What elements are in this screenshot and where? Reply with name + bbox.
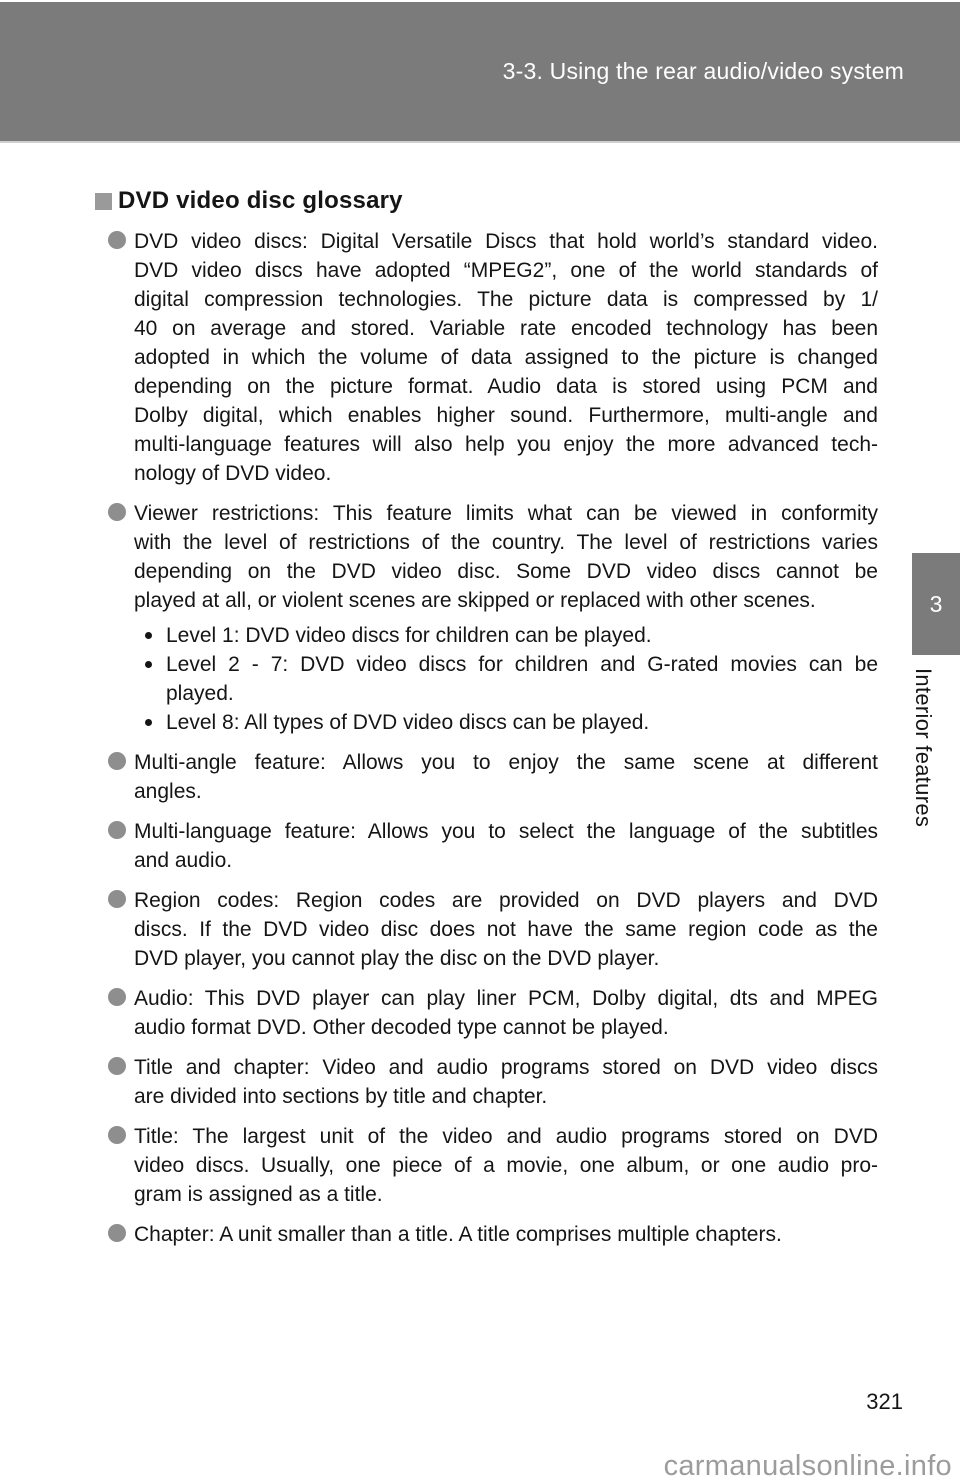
- text-line: Title: The largest unit of the video and audio programs stored on DVD: [134, 1125, 878, 1148]
- glossary-item: [95, 227, 878, 488]
- paragraph-text: [166, 650, 878, 708]
- text-line: multi-language features will also help you enjoy the more advanced tech-: [134, 433, 878, 456]
- watermark: carmanualsonline.info: [663, 1450, 952, 1482]
- disc-bullet-icon: [108, 988, 126, 1006]
- text-line: are divided into sections by title and chapter.: [134, 1085, 548, 1108]
- glossary-item: [95, 1122, 878, 1209]
- chapter-label: Interior features: [911, 668, 936, 828]
- text-line: Level 2 - 7: DVD video discs for children and G-rated movies can be: [166, 653, 878, 676]
- text-line: Audio: This DVD player can play liner PCM, Dolby digital, dts and MPEG: [134, 987, 878, 1010]
- text-line: and audio.: [134, 849, 233, 872]
- dot-bullet-icon: [145, 719, 152, 726]
- text-line: with the level of restrictions of the country. The level of restrictions varies: [134, 531, 878, 554]
- glossary-item: [95, 984, 878, 1042]
- text-line: adopted in which the volume of data assigned to the picture is changed: [134, 346, 878, 369]
- paragraph-text: [134, 748, 878, 806]
- section-heading: [95, 186, 878, 216]
- text-line: video discs. Usually, one piece of a movie, one album, or one audio pro-: [134, 1154, 878, 1177]
- glossary-item: [95, 1220, 878, 1249]
- text-line: discs. If the DVD video disc does not have the same region code as the: [134, 918, 878, 941]
- square-bullet-icon: [95, 193, 112, 210]
- glossary-item: [95, 817, 878, 875]
- text-line: gram is assigned as a title.: [134, 1183, 383, 1206]
- text-line: nology of DVD video.: [134, 462, 332, 485]
- paragraph-text: [134, 1220, 878, 1249]
- disc-bullet-icon: [108, 1057, 126, 1075]
- text-line: Level 1: DVD video discs for children can be played.: [166, 624, 652, 647]
- paragraph-text: [134, 1053, 878, 1111]
- paragraph-text: [134, 1122, 878, 1209]
- restriction-level-item: [145, 621, 878, 650]
- chapter-tab: [912, 553, 960, 655]
- text-line: depending on the DVD video disc. Some DVD video discs cannot be: [134, 560, 878, 583]
- disc-bullet-icon: [108, 752, 126, 770]
- restriction-level-item: [145, 708, 878, 737]
- section-breadcrumb: 3-3. Using the rear audio/video system: [502, 58, 904, 84]
- text-line: DVD video discs have adopted “MPEG2”, one of the world standards of: [134, 259, 878, 282]
- glossary-item: [95, 748, 878, 806]
- text-line: Title and chapter: Video and audio programs stored on DVD video discs: [134, 1056, 878, 1079]
- paragraph-text: [134, 817, 878, 875]
- glossary-list: [95, 227, 878, 1249]
- disc-bullet-icon: [108, 1224, 126, 1242]
- paragraph-text: [134, 499, 878, 615]
- page-header: [0, 2, 960, 143]
- text-line: 40 on average and stored. Variable rate encoded technology has been: [134, 317, 878, 340]
- dot-bullet-icon: [145, 661, 152, 668]
- disc-bullet-icon: [108, 821, 126, 839]
- text-line: depending on the picture format. Audio data is stored using PCM and: [134, 375, 878, 398]
- glossary-section: [95, 186, 878, 1249]
- text-line: DVD player, you cannot play the disc on the DVD player.: [134, 947, 660, 970]
- glossary-item: [95, 499, 878, 615]
- disc-bullet-icon: [108, 231, 126, 249]
- dot-bullet-icon: [145, 632, 152, 639]
- chapter-number: 3: [929, 590, 943, 617]
- text-line: audio format DVD. Other decoded type cannot be played.: [134, 1016, 669, 1039]
- text-line: DVD video discs: Digital Versatile Discs that hold world’s standard video.: [134, 230, 878, 253]
- text-line: played.: [166, 682, 234, 705]
- glossary-item: [95, 1053, 878, 1111]
- text-line: played at all, or violent scenes are skipped or replaced with other scenes.: [134, 589, 816, 612]
- page-number: 321: [866, 1389, 903, 1414]
- disc-bullet-icon: [108, 503, 126, 521]
- text-line: Chapter: A unit smaller than a title. A title comprises multiple chapters.: [134, 1223, 782, 1246]
- glossary-item: [95, 886, 878, 973]
- text-line: Multi-language feature: Allows you to select the language of the subtitles: [134, 820, 878, 843]
- paragraph-text: [134, 984, 878, 1042]
- section-title: DVD video disc glossary: [118, 187, 403, 214]
- text-line: Viewer restrictions: This feature limits what can be viewed in conformity: [134, 502, 878, 525]
- text-line: Multi-angle feature: Allows you to enjoy the same scene at different: [134, 751, 878, 774]
- text-line: Level 8: All types of DVD video discs can be played.: [166, 711, 650, 734]
- text-line: Dolby digital, which enables higher sound. Furthermore, multi-angle and: [134, 404, 878, 427]
- text-line: Region codes: Region codes are provided on DVD players and DVD: [134, 889, 878, 912]
- paragraph-text: [166, 621, 878, 650]
- text-line: digital compression technologies. The picture data is compressed by 1/: [134, 288, 878, 311]
- disc-bullet-icon: [108, 1126, 126, 1144]
- restriction-level-item: [145, 650, 878, 708]
- paragraph-text: [134, 227, 878, 488]
- text-line: angles.: [134, 780, 202, 803]
- disc-bullet-icon: [108, 890, 126, 908]
- paragraph-text: [166, 708, 878, 737]
- paragraph-text: [134, 886, 878, 973]
